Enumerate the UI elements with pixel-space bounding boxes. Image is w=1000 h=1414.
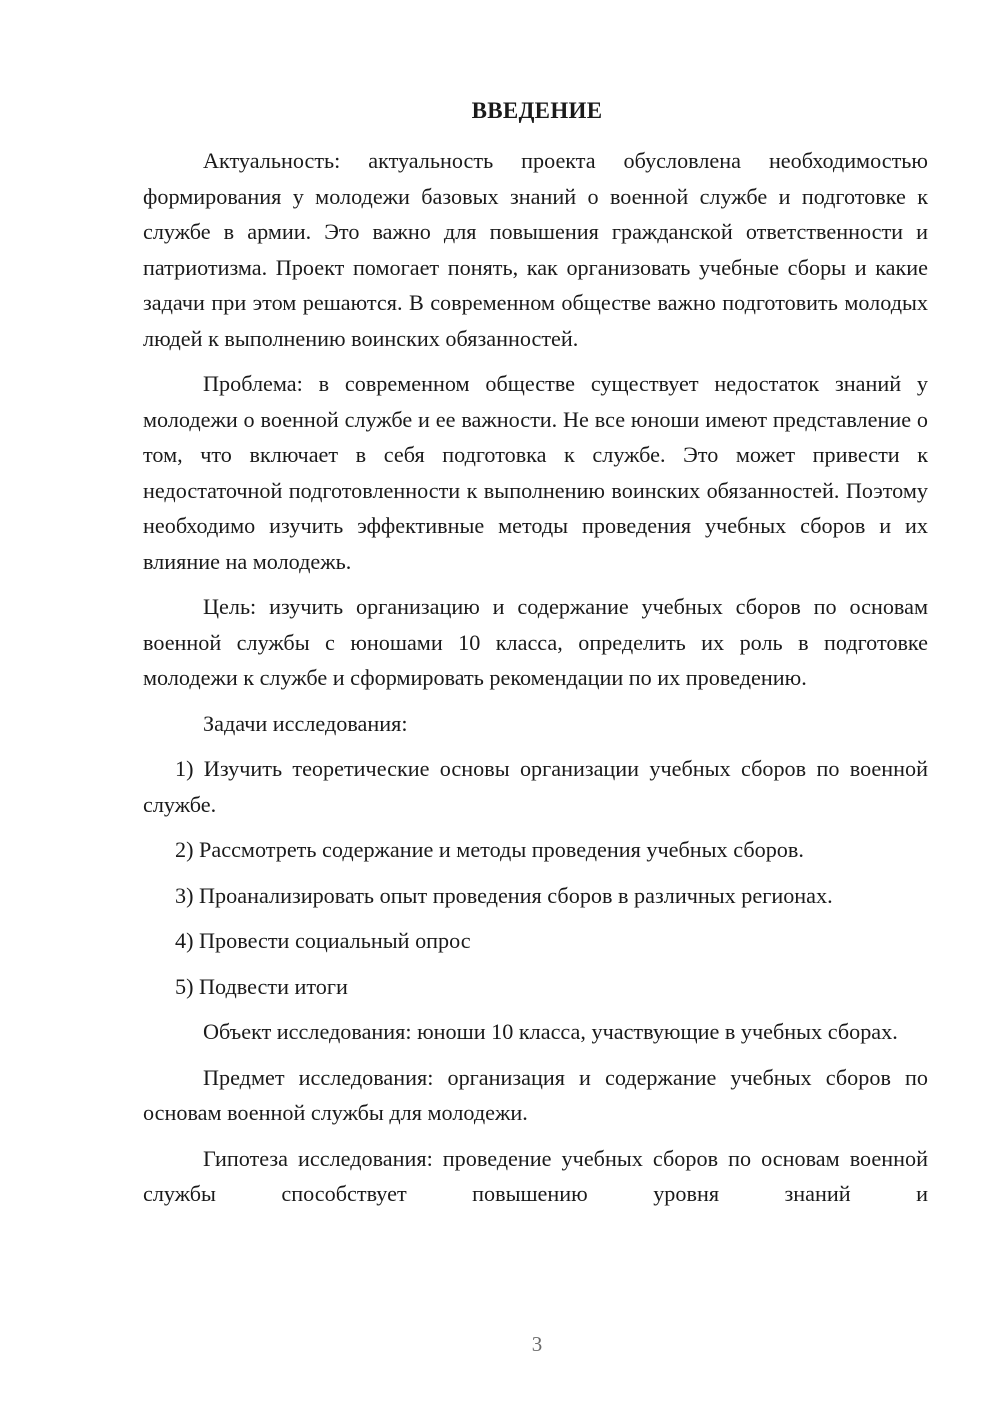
page-title-text: ВВЕДЕНИЕ (471, 98, 603, 123)
list-item: 1) Изучить теоретические основы организации учебных сборов по военной службе. (143, 756, 928, 817)
paragraph-subject: Предмет исследования: организация и содержание учебных сборов по основам военной службы для молодежи. (143, 1064, 928, 1125)
page-number: 3 (531, 1332, 543, 1356)
paragraph-relevance: Актуальность: актуальность проекта обусловлена необходимостью формирования у молодежи базовых знаний о военной службе и подготовке к службе в армии. Это важно для повышения гражданской ответственности и патриотизма. Проект помогает понять, как организовать учебные сборы и какие задачи при этом решаются. В современном обществе важно подготовить молодых людей к выполнению воинских обязанностей. (143, 148, 928, 351)
paragraph-problem: Проблема: в современном обществе существует недостаток знаний у молодежи о военной службе и ее важности. Не все юноши имеют представление о том, что включает в себя подготовка к службе. Это может привести к недостаточной подготовленности к выполнению воинских обязанностей. Поэтому необходимо изучить эффективные методы проведения учебных сборов и их влияние на молодежь. (143, 371, 928, 574)
list-item: 2) Рассмотреть содержание и методы проведения учебных сборов. (175, 837, 804, 862)
paragraph-tasks-heading: Задачи исследования: (203, 710, 408, 736)
list-item: 4) Провести социальный опрос (175, 928, 471, 953)
list-item: 3) Проанализировать опыт проведения сборов в различных регионах. (175, 882, 833, 908)
document-body (143, 143, 928, 1222)
list-item: 5) Подвести итоги (175, 973, 348, 999)
paragraph-goal: Цель: изучить организацию и содержание учебных сборов по основам военной службы с юношами 10 класса, определить их роль в подготовке молодежи к службе и сформировать рекомендации по их проведению. (143, 594, 928, 690)
paragraph-hypothesis: Гипотеза исследования: проведение учебных сборов по основам военной службы способствует повышению уровня знаний и (143, 1145, 928, 1206)
page-title (0, 96, 1000, 126)
tasks-list (143, 751, 928, 1004)
paragraph-object: Объект исследования: юноши 10 класса, участвующие в учебных сборах. (203, 1019, 898, 1044)
